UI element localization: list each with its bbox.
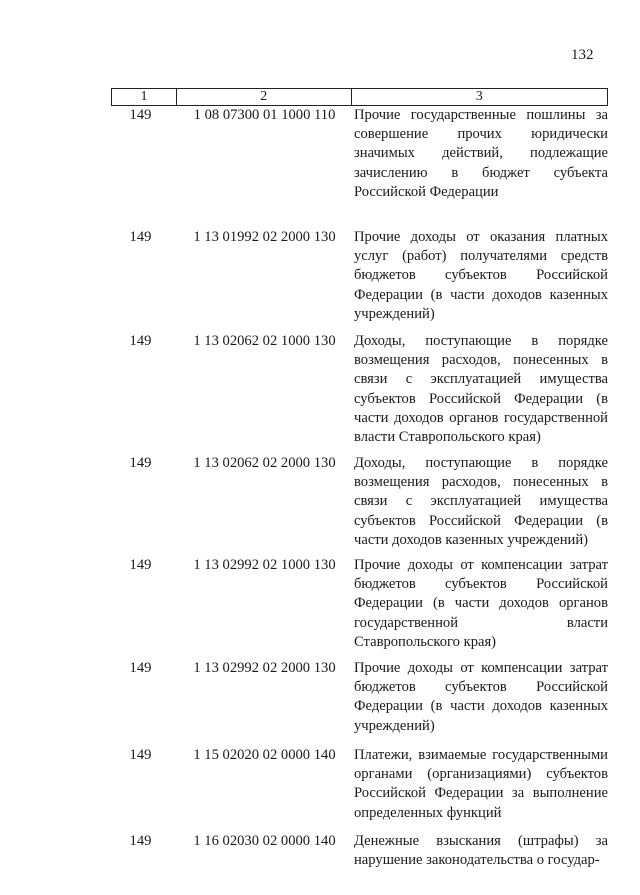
- table-row: [111, 332, 608, 447]
- table-row: [111, 106, 608, 202]
- admin-code-cell: 149: [129, 557, 152, 573]
- budget-code-cell: 1 13 01992 02 2000 130: [193, 229, 336, 245]
- table-row: [111, 659, 608, 736]
- revenue-codes-table: [111, 88, 608, 869]
- description-cell: Прочие доходы от оказания платных услуг (работ) получателями средств бюджетов субъектов Российской Федерации (в части доходов казенных учреждений): [354, 229, 608, 322]
- admin-code-cell: 149: [129, 747, 152, 763]
- admin-code-cell: 149: [129, 455, 152, 471]
- header-col-3: 3: [352, 89, 608, 105]
- description-cell: Доходы, поступающие в порядке возмещения расходов, понесенных в связи с эксплуатацией имущества субъектов Российской Федерации (в части доходов казенных учреждений): [354, 455, 608, 548]
- table-row: [111, 832, 608, 870]
- description-cell: Прочие доходы от компенсации затрат бюджетов субъектов Российской Федерации (в части доходов органов государственной власти Ставропольского края): [354, 557, 608, 650]
- description-cell: Доходы, поступающие в порядке возмещения расходов, понесенных в связи с эксплуатацией имущества субъектов Российской Федерации (в части доходов органов государственной власти Ставропольского края): [354, 333, 608, 446]
- description-cell: Прочие государственные пошлины за совершение прочих юридически значимых действий, подлежащие зачислению в бюджет субъекта Российской Федерации: [354, 107, 608, 200]
- budget-code-cell: 1 16 02030 02 0000 140: [193, 833, 336, 849]
- description-cell: Платежи, взимаемые государственными органами (организациями) субъектов Российской Федерации за выполнение определенных функций: [354, 747, 608, 821]
- admin-code-cell: 149: [129, 229, 152, 245]
- page-number: 132: [571, 47, 594, 63]
- admin-code-cell: 149: [129, 333, 152, 349]
- description-cell: Денежные взыскания (штрафы) за нарушение законодательства о государ-: [354, 833, 608, 869]
- description-cell: Прочие доходы от компенсации затрат бюджетов субъектов Российской Федерации (в части доходов казенных учреждений): [354, 660, 608, 734]
- budget-code-cell: 1 13 02062 02 2000 130: [193, 455, 336, 471]
- admin-code-cell: 149: [129, 660, 152, 676]
- admin-code-cell: 149: [129, 107, 152, 123]
- header-col-2: 2: [177, 89, 352, 105]
- table-row: [111, 454, 608, 550]
- budget-code-cell: 1 08 07300 01 1000 110: [193, 107, 336, 123]
- table-row: [111, 556, 608, 652]
- table-row: [111, 228, 608, 324]
- budget-code-cell: 1 15 02020 02 0000 140: [193, 747, 336, 763]
- admin-code-cell: 149: [129, 833, 152, 849]
- table-header-row: [111, 88, 608, 106]
- budget-code-cell: 1 13 02992 02 2000 130: [193, 660, 336, 676]
- budget-code-cell: 1 13 02062 02 1000 130: [193, 333, 336, 349]
- header-col-1: 1: [112, 89, 177, 105]
- budget-code-cell: 1 13 02992 02 1000 130: [193, 557, 336, 573]
- table-row: [111, 746, 608, 823]
